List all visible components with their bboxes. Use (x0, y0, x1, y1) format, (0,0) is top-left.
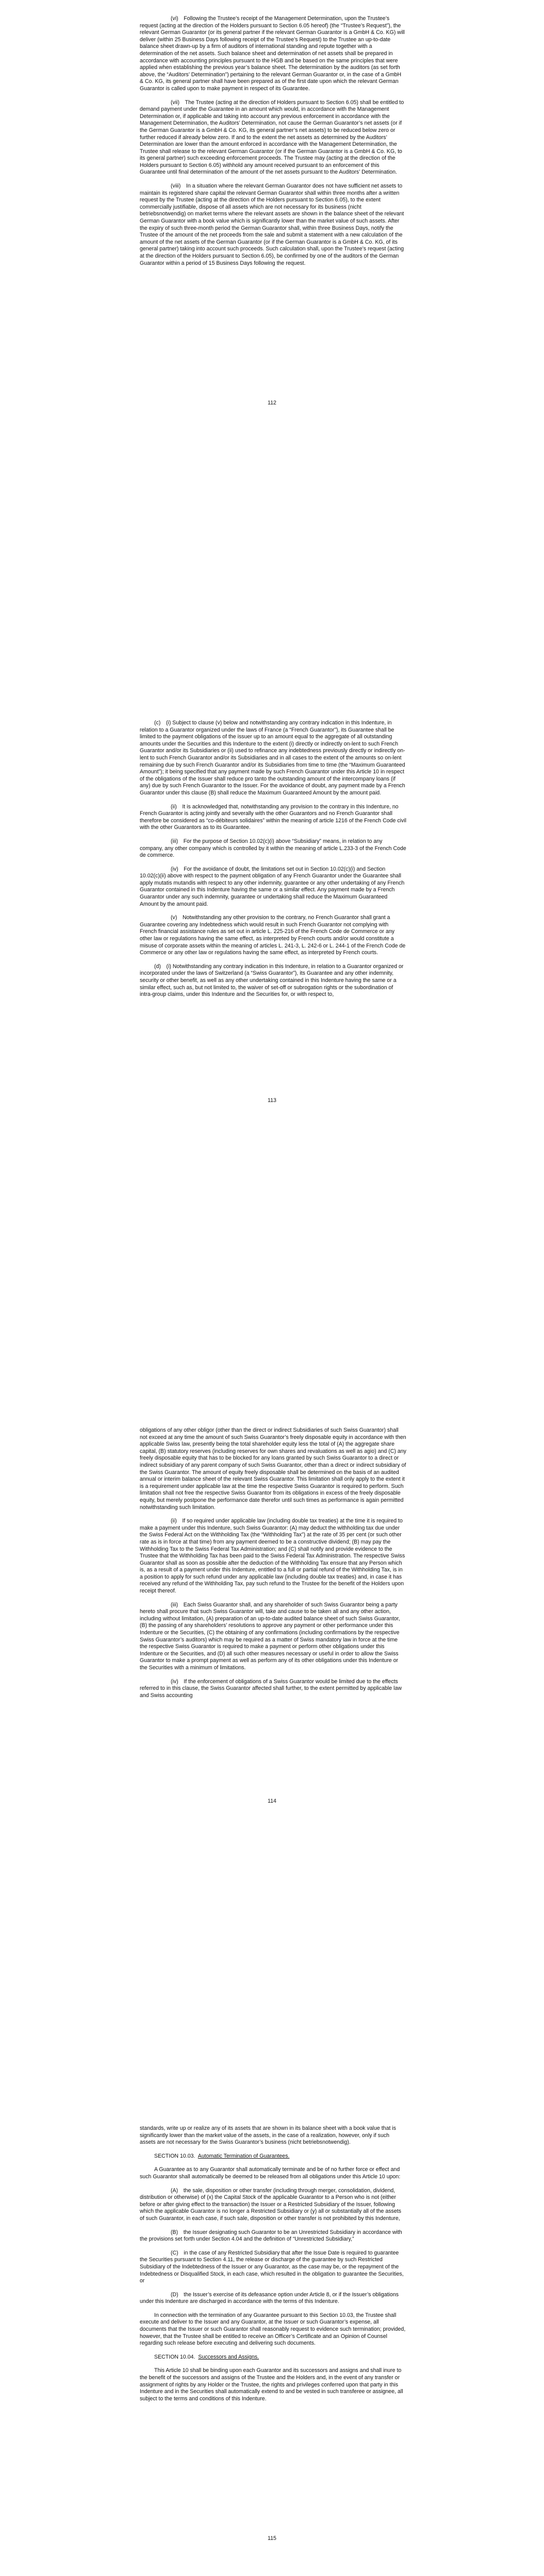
paragraph-c-iv: (iv) For the avoidance of doubt, the limitations set out in Section 10.02(c)(i) and Section 10.02(c)(ii) above with respect to the payment obligation of any French Guarantor under the Guarantee shall apply mutatis mutandis with respect to any other indemnity, guarantee or any other undertaking of any French Guarantor contained in this Indenture having the same or a similar effect. Any payment made by a French Guarantor under any such indemnity, guarantee or undertaking shall reduce the Maximum Guaranteed Amount by the amount paid. (140, 866, 405, 907)
paragraph-d-iii: (iii) Each Swiss Guarantor shall, and any shareholder of such Swiss Guarantor being a party hereto shall procure that such Swiss Guarantor will, take and cause to be taken all and any other action, including without limitation, (A) preparation of an up-to-date audited balance sheet of such Swiss Guarantor, (B) the passing of any shareholders’ resolutions to approve any payment or other performance under this Indenture or the Securities, (C) the obtaining of any confirmations (including confirmations by the respective Swiss Guarantor’s auditors) which may be required as a matter of Swiss mandatory law in force at the time the respective Swiss Guarantor is required to make a payment or perform other obligations under this Indenture or the Securities, and (D) all such other measures necessary or useful in order to allow the Swiss Guarantor to make a prompt payment as well as perform any of its other obligations under this Indenture or the Securities with a minimum of limitations. (140, 1601, 400, 1671)
clause-c: (C) in the case of any Restricted Subsidiary that after the Issue Date is required to guarantee the Securities pursuant to Section 4.11, the release or discharge of the guarantee by such Restricted Subsidiary of the Indebtedness of the Issuer or any Guarantor, as the case may be, or the repayment of the Indebtedness or Disqualified Stock, in each case, which resulted in the obligation to guarantee the Securities, or (140, 2249, 404, 2284)
paragraph-c-i: (c) (i) Subject to clause (v) below and notwithstanding any contrary indication in this Indenture, in relation to a Guarantor organized under the laws of France (a “French Guarantor”), its Guarantee shall be limited to the payment obligations of the issuer up to an amount equal to the aggregate of all outstanding amounts under the Securities and this Indenture to the extent (i) directly or indirectly on-lent to such French Guarantor and/or its Subsidiaries or (ii) used to refinance any indebtedness previously directly or indirectly on-lent to such French Guarantor and/or its Subsidiaries and in all cases to the extent of the amounts so on-lent remaining due by such French Guarantor and/or its Subsidiaries from time to time (the “Maximum Guaranteed Amount”); it being specified that any payment made by such French Guarantor under this Article 10 in respect of the obligations of the Issuer shall reduce pro tanto the outstanding amount of the intercompany loans (if any) due by such French Guarantor to the Issuer. For the avoidance of doubt, any payment made by a French Guarantor under this clause (B) shall reduce the Maximum Guaranteed Amount by the amount paid. (140, 720, 405, 796)
section-10-03-intro: A Guarantee as to any Guarantor shall automatically terminate and be of no further force or effect and such Guarantor shall automatically be deemed to be released from all obligations under this Article 10 upon: (140, 2166, 401, 2180)
page-number: 115 (268, 2535, 276, 2541)
page-content (140, 15, 406, 274)
paragraph-viii: (viii) In a situation where the relevant German Guarantor does not have sufficient net assets to maintain its registered share capital the relevant German Guarantor shall within three months after a written request by the Trustee (acting at the direction of the Holders pursuant to Section 6.05), to the extent commercially justifiable, dispose of all assets which are not necessary for its business (nicht betriebsnotwendig) on market terms where the relevant assets are shown in the balance sheet of the relevant German Guarantor with a book value which is significantly lower than the market value of such assets. After the expiry of such three-month period the German Guarantor shall, within three Business Days, notify the Trustee of the amount of the net proceeds from the sale and submit a statement with a new calculation of the amount of the net assets of the German Guarantor (or if the German Guarantor is a GmbH & Co. KG, of its general partner) taking into account such proceeds. Such calculation shall, upon the Trustee’s request (acting at the direction of the Holders pursuant to Section 6.05), be confirmed by one of the auditors of the German Guarantor within a period of 15 Business Days following the request. (140, 183, 404, 266)
section-number: SECTION 10.04. (154, 2353, 195, 2360)
paragraph-d-iv: (iv) If the enforcement of obligations of a Swiss Guarantor would be limited due to the effects referred to in this clause, the Swiss Guarantor affected shall further, to the extent permitted by applicable law and Swiss accounting (140, 1678, 402, 1699)
paragraph-c-ii: (ii) It is acknowledged that, notwithstanding any provision to the contrary in this Indenture, no French Guarantor is acting jointly and severally with the other Guarantors and no French Guarantor shall therefore be considered as “co-débiteurs solidaires” within the meaning of article 1216 of the French Code civil with the other Guarantors as to its Guarantee. (140, 803, 407, 831)
page-113 (0, 703, 544, 1406)
paragraph-standards-continued: standards, write up or realize any of its assets that are shown in its balance sheet with a book value that is significantly lower than the market value of the assets, in the case of a realization, however, only if such assets are not necessary for the Swiss Guarantor’s business (nicht betriebsnotwendig). (140, 2125, 396, 2146)
clause-d: (D) the Issuer’s exercise of its defeasance option under Article 8, or if the Issuer’s obligations under this Indenture are discharged in accordance with the terms of this Indenture. (140, 2291, 399, 2305)
section-number: SECTION 10.03. (154, 2153, 195, 2159)
page-115 (0, 2110, 544, 2576)
paragraph-d-continued: obligations of any other obligor (other than the direct or indirect Subsidiaries of such Swiss Guarantor) shall not exceed at any time the amount of such Swiss Guarantor’s freely disposable equity in accordance with then applicable Swiss law, presently being the total shareholder equity less the total of (A) the aggregate share capital, (B) statutory reserves (including reserves for own shares and revaluations as well as agio) and (C) any freely disposable equity that has to be blocked for any loans granted by such Swiss Guarantor to a direct or indirect subsidiary of any parent company of such Swiss Guarantor, other than a direct or indirect subsidiary of the Swiss Guarantor. The amount of equity freely disposable shall be determined on the basis of an audited annual or interim balance sheet of the relevant Swiss Guarantor. This limitation shall only apply to the extent it is a requirement under applicable law at the time the respective Swiss Guarantor is required to perform. Such limitation shall not free the respective Swiss Guarantor from its obligations in excess of the freely disposable equity, but merely postpone the performance date therefor until such times as performance is again permitted notwithstanding such limitation. (140, 1427, 406, 1511)
paragraph-c-v: (v) Notwithstanding any other provision to the contrary, no French Guarantor shall grant a Guarantee covering any Indebtedness which would result in such French Guarantor not complying with French financial assistance rules as set out in article L. 225-216 of the French Code de Commerce or any other law or regulations having the same effect, as interpreted by French courts and/or would constitute a misuse of corporate assets within the meaning of articles L. 241-3, L. 242-6 or L. 244-1 of the French Code de Commerce or any other law or regulations having the same effect, as interpreted by French courts. (140, 914, 406, 956)
clause-b: (B) the Issuer designating such Guarantor to be an Unrestricted Subsidiary in accordance with the provisions set forth under Section 4.04 and the definition of “Unrestricted Subsidiary,” (140, 2229, 402, 2243)
paragraph-c-iii: (iii) For the purpose of Section 10.02(c)(i) above “Subsidiary” means, in relation to any company, any other company which is controlled by it within the meaning of article L.233-3 of the French Code de commerce. (140, 838, 406, 859)
section-10-04-heading (140, 2354, 406, 2361)
clause-a: (A) the sale, disposition or other transfer (including through merger, consolidation, dividend, distribution or otherwise) of (x) the Capital Stock of the applicable Guarantor to a Person who is not (either before or after giving effect to the transaction) the Issuer or a Restricted Subsidiary of the Issuer, following which the applicable Guarantor is no longer a Restricted Subsidiary or (y) all or substantially all of the assets of such Guarantor, in each case, if such sale, disposition or other transfer is not prohibited by this Indenture, (140, 2187, 401, 2222)
page-content (140, 1427, 406, 1706)
section-10-03-closing: In connection with the termination of any Guarantee pursuant to this Section 10.03, the Trustee shall execute and deliver to the Issuer and any Guarantor, at the Issuer or such Guarantor’s expense, all documents that the Issuer or such Guarantor shall reasonably request to evidence such termination; provided, however, that the Trustee shall be entitled to receive an Officer’s Certificate and an Opinion of Counsel regarding such release before executing and delivering such documents. (140, 2312, 406, 2347)
page-number: 112 (268, 400, 276, 406)
section-title: Successors and Assigns. (198, 2353, 259, 2360)
page-content (140, 2125, 406, 2409)
section-10-04-body: This Article 10 shall be binding upon each Guarantor and its successors and assigns and shall inure to the benefit of the successors and assigns of the Trustee and the Holders and, in the event of any transfer or assignment of rights by any Holder or the Trustee, the rights and privileges conferred upon that party in this Indenture and in the Securities shall automatically extend to and be vested in such transferee or assignee, all subject to the terms and conditions of this Indenture. (140, 2367, 403, 2402)
page-114 (0, 1406, 544, 2110)
page-number: 113 (268, 1097, 276, 1104)
paragraph-vii: (vii) The Trustee (acting at the direction of Holders pursuant to Section 6.05) shall be entitled to demand payment under the Guarantee in an amount which would, in accordance with the Management Determination or, if applicable and taking into account any previous enforcement in accordance with the Management Determination, the Auditors’ Determination, not cause the German Guarantor’s net assets (or if the German Guarantor is a GmbH & Co. KG, its general partner’s net assets) to be reduced below zero or further reduced if already below zero. If and to the extent the net assets as determined by the Auditors’ Determination are lower than the amount enforced in accordance with the Management Determination, the Trustee shall release to the relevant German Guarantor (or if the German Guarantor is a GmbH & Co. KG, to its general partner) such exceeding enforcement proceeds. The Trustee may (acting at the direction of the Holders pursuant to Section 6.05) withhold any amount received pursuant to an enforcement of this Guarantee until final determination of the amount of the net assets pursuant to the Auditors’ Determination. (140, 99, 404, 176)
section-10-03-heading (140, 2153, 406, 2160)
paragraph-d-ii: (ii) If so required under applicable law (including double tax treaties) at the time it is required to make a payment under this Indenture, such Swiss Guarantor: (A) may deduct the withholding tax due under the Swiss Federal Act on the Withholding Tax (the “Withholding Tax”) at the rate of 35 per cent (or such other rate as is in force at that time) from any payment deemed to be a constructive dividend; (B) may pay the Withholding Tax to the Swiss Federal Tax Administration; and (C) shall notify and provide evidence to the Trustee that the Withholding Tax has been paid to the Swiss Federal Tax Administration. The respective Swiss Guarantor shall as soon as possible after the deduction of the Withholding Tax ensure that any Person which is, as a result of a payment under this Indenture, entitled to a full or partial refund of the Withholding Tax, is in a position to apply for such refund under any applicable law (including double tax treaties) and, in case it has received any refund of the Withholding Tax, pay such refund to the Trustee for the benefit of the Holders upon receipt thereof. (140, 1518, 405, 1595)
page-content (140, 720, 406, 1005)
page-number: 114 (268, 1798, 276, 1804)
section-title: Automatic Termination of Guarantees. (197, 2153, 290, 2159)
paragraph-d-i: (d) (i) Notwithstanding any contrary indication in this Indenture, in relation to a Guarantor organized or incorporated under the laws of Switzerland (a “Swiss Guarantor”), its Guarantee and any other indemnity, security or other benefit, as well as any other undertaking contained in this Indenture having the same or a similar effect, such as, but not limited to, the waiver of set-off or subrogation rights or the subordination of intra-group claims, under this Indenture and the Securities for, or with respect to, (140, 963, 404, 998)
page-112 (0, 0, 544, 703)
paragraph-vi: (vi) Following the Trustee’s receipt of the Management Determination, upon the Trustee’s request (acting at the direction of the Holders pursuant to Section 6.05 hereof) (the “Trustee’s Request”), the relevant German Guarantor (or its general partner if the relevant German Guarantor is a GmbH & Co. KG) will deliver (within 25 Business Days following receipt of the Trustee’s Request) to the Trustee an up-to-date balance sheet drawn-up by a firm of auditors of international standing and repute together with a determination of the net assets. Such balance sheet and determination of net assets shall be prepared in accordance with accounting principles pursuant to the HGB and be based on the same principles that were applied when establishing the previous year’s balance sheet. The determination by the auditors (as set forth above, the “Auditors’ Determination”) pertaining to the relevant German Guarantor or, in the case of a GmbH & Co. KG, its general partner shall have been prepared as of the first date upon which the relevant German Guarantor is called upon to make payment in respect of its Guarantee. (140, 15, 405, 92)
